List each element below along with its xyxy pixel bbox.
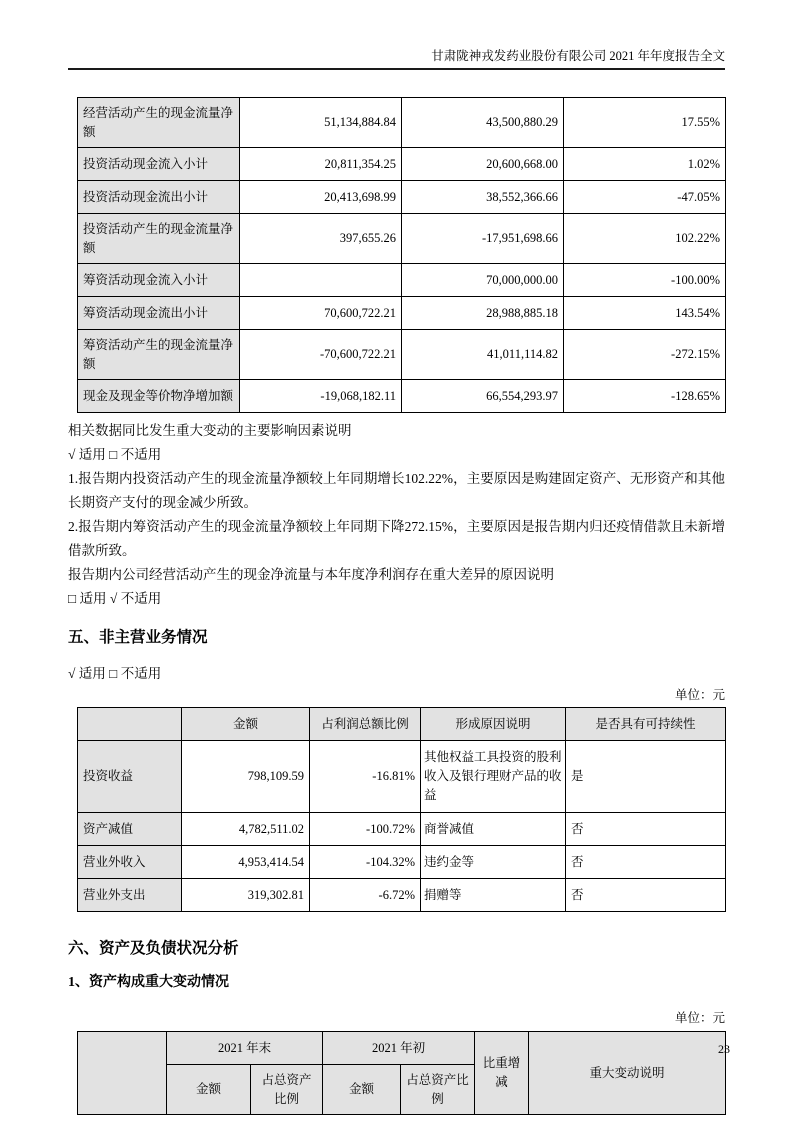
- section6-subheading: 1、资产构成重大变动情况: [68, 975, 229, 990]
- section5-heading: 五、非主营业务情况: [68, 629, 208, 646]
- ratio-value: -6.72%: [310, 879, 421, 912]
- prior-value: 70,000,000.00: [402, 264, 564, 297]
- prior-value: -17,951,698.66: [402, 214, 564, 264]
- table-row: [78, 846, 726, 879]
- table-row: [78, 214, 726, 264]
- row-label: 营业外支出: [78, 879, 182, 912]
- non-operating-table: [77, 707, 726, 912]
- current-value: -70,600,722.21: [240, 330, 402, 380]
- prior-value: 41,011,114.82: [402, 330, 564, 380]
- header-major-change-note: 重大变动说明: [529, 1032, 726, 1115]
- sustainable-value: 否: [566, 813, 726, 846]
- page-content: [68, 48, 725, 1115]
- table-row: [78, 380, 726, 413]
- sustainable-value: 否: [566, 879, 726, 912]
- amount-value: 798,109.59: [182, 741, 310, 813]
- ratio-value: -104.32%: [310, 846, 421, 879]
- page-header: [68, 48, 725, 70]
- factors-title: 相关数据同比发生重大变动的主要影响因素说明: [68, 423, 352, 438]
- prior-value: 43,500,880.29: [402, 98, 564, 148]
- change-value: 143.54%: [564, 297, 726, 330]
- section6-unit-label: 单位：元: [674, 1011, 725, 1025]
- reason-text: 商誉减值: [421, 813, 566, 846]
- header-amount: 金额: [182, 708, 310, 741]
- not-applicable-checkline: □ 适用 √ 不适用: [68, 591, 162, 606]
- reason-text: 其他权益工具投资的股利收入及银行理财产品的收益: [421, 741, 566, 813]
- change-value: -100.00%: [564, 264, 726, 297]
- current-value: 51,134,884.84: [240, 98, 402, 148]
- current-value: [240, 264, 402, 297]
- table-header-row: [78, 1032, 726, 1065]
- table-row: [78, 330, 726, 380]
- header-amount-end: 金额: [167, 1065, 251, 1115]
- header-year-start: 2021 年初: [323, 1032, 475, 1065]
- sustainable-value: 是: [566, 741, 726, 813]
- sustainable-value: 否: [566, 846, 726, 879]
- row-label: 筹资活动产生的现金流量净额: [78, 330, 240, 380]
- table-row: [78, 181, 726, 214]
- prior-value: 28,988,885.18: [402, 297, 564, 330]
- ratio-value: -16.81%: [310, 741, 421, 813]
- table-row: [78, 98, 726, 148]
- row-label: 筹资活动现金流入小计: [78, 264, 240, 297]
- header-blank-cell: [78, 1032, 167, 1115]
- header-amount-start: 金额: [323, 1065, 401, 1115]
- prior-value: 38,552,366.66: [402, 181, 564, 214]
- section5-unit-label: 单位：元: [674, 688, 725, 702]
- header-blank-cell: [78, 708, 182, 741]
- amount-value: 319,302.81: [182, 879, 310, 912]
- change-value: -47.05%: [564, 181, 726, 214]
- current-value: 20,413,698.99: [240, 181, 402, 214]
- prior-value: 20,600,668.00: [402, 148, 564, 181]
- header-weight-change: 比重增减: [475, 1032, 529, 1115]
- table-row: [78, 297, 726, 330]
- reason-text: 捐赠等: [421, 879, 566, 912]
- table-row: [78, 264, 726, 297]
- note-2: 2.报告期内筹资活动产生的现金流量净额较上年同期下降272.15%，主要原因是报告期内归还疫情借款且未新增借款所致。: [68, 519, 725, 558]
- prior-value: 66,554,293.97: [402, 380, 564, 413]
- reason-text: 违约金等: [421, 846, 566, 879]
- section6-heading: 六、资产及负债状况分析: [68, 940, 239, 957]
- row-label: 资产减值: [78, 813, 182, 846]
- table-row: [78, 813, 726, 846]
- row-label: 投资活动现金流出小计: [78, 181, 240, 214]
- current-value: 70,600,722.21: [240, 297, 402, 330]
- amount-value: 4,782,511.02: [182, 813, 310, 846]
- current-value: 397,655.26: [240, 214, 402, 264]
- header-profit-ratio: 占利润总额比例: [310, 708, 421, 741]
- current-value: -19,068,182.11: [240, 380, 402, 413]
- header-year-end: 2021 年末: [167, 1032, 323, 1065]
- row-label: 投资活动现金流入小计: [78, 148, 240, 181]
- change-value: -128.65%: [564, 380, 726, 413]
- note-1: 1.报告期内投资活动产生的现金流量净额较上年同期增长102.22%，主要原因是购建固定资产、无形资产和其他长期资产支付的现金减少所致。: [68, 471, 725, 510]
- change-value: 102.22%: [564, 214, 726, 264]
- row-label: 投资收益: [78, 741, 182, 813]
- header-reason: 形成原因说明: [421, 708, 566, 741]
- row-label: 投资活动产生的现金流量净额: [78, 214, 240, 264]
- table-header-row: [78, 708, 726, 741]
- row-label: 现金及现金等价物净增加额: [78, 380, 240, 413]
- asset-composition-table: [77, 1031, 726, 1115]
- header-sustainable: 是否具有可持续性: [566, 708, 726, 741]
- row-label: 经营活动产生的现金流量净额: [78, 98, 240, 148]
- difference-title: 报告期内公司经营活动产生的现金净流量与本年度净利润存在重大差异的原因说明: [68, 567, 554, 582]
- table-row: [78, 148, 726, 181]
- row-label: 营业外收入: [78, 846, 182, 879]
- change-value: 1.02%: [564, 148, 726, 181]
- change-value: -272.15%: [564, 330, 726, 380]
- amount-value: 4,953,414.54: [182, 846, 310, 879]
- row-label: 筹资活动现金流出小计: [78, 297, 240, 330]
- header-ratio-end: 占总资产比例: [251, 1065, 323, 1115]
- ratio-value: -100.72%: [310, 813, 421, 846]
- section5-checkline: √ 适用 □ 不适用: [68, 666, 162, 681]
- current-value: 20,811,354.25: [240, 148, 402, 181]
- change-value: 17.55%: [564, 98, 726, 148]
- cash-flow-table: [77, 97, 726, 413]
- applicable-checkline: √ 适用 □ 不适用: [68, 447, 162, 462]
- header-ratio-start: 占总资产比例: [401, 1065, 475, 1115]
- table-row: [78, 879, 726, 912]
- table-row: [78, 741, 726, 813]
- page-number: 23: [718, 1042, 730, 1056]
- report-title: 甘肃陇神戎发药业股份有限公司 2021 年年度报告全文: [431, 49, 725, 63]
